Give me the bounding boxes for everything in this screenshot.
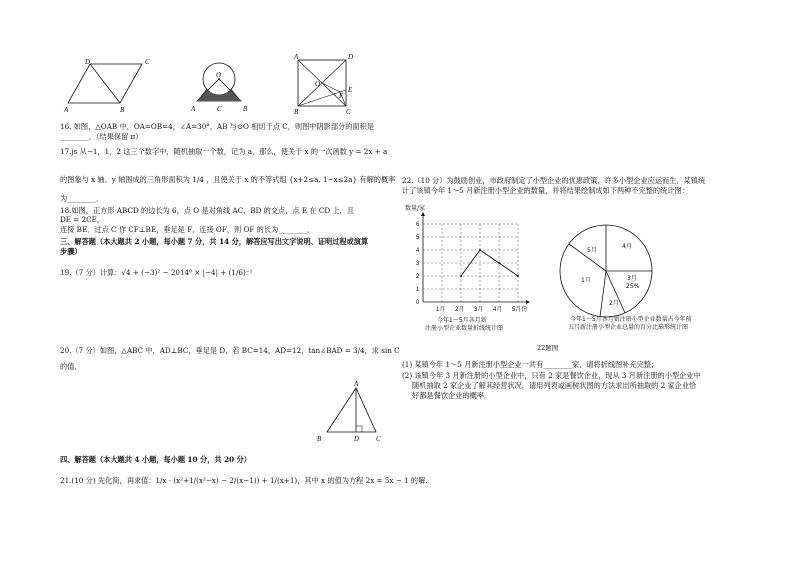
q18-line3: 连接 BE．过点 C 作 CF⊥BE，垂足是 F，连接 OF，则 OF 的长为________． — [60, 225, 315, 234]
x-tick-label: 2月 — [455, 307, 465, 313]
circle-label-o: O — [216, 71, 222, 79]
segment-of — [322, 83, 340, 92]
triangle-label-a: A — [354, 380, 359, 388]
pie-label-5: 5月 — [587, 247, 597, 254]
q22-line1: 22.（10 分）为鼓励创业，市政府制定了小型企业的优惠政策，许多小型企业应运而生．某镇统 — [402, 176, 706, 185]
rhombus-label-b: B — [120, 106, 125, 114]
section4-heading: 四、解答题（本大题共 4 小题，每小题 10 分，共 20 分） — [60, 455, 251, 464]
pie-label-1: 1月 — [581, 277, 591, 284]
square-figure — [290, 52, 370, 114]
square-label-d: D — [348, 53, 354, 61]
y-tick-label: 2 — [416, 274, 420, 280]
pie-label-2: 2月 — [609, 300, 619, 307]
pie-title-2: 五月新注册小型企业总量的百分比扇形统计图 — [568, 324, 689, 331]
circle-figure — [185, 55, 265, 115]
y-tick-label: 1 — [416, 287, 420, 293]
pie-divider-5 — [600, 271, 606, 317]
q16-line2: ________．（结果保留 π） — [60, 132, 143, 141]
section3-heading-line2: 步骤） — [60, 247, 82, 256]
right-angle-mark — [356, 426, 362, 432]
triangle-label-c: C — [376, 435, 381, 443]
square-label-e: E — [348, 86, 353, 94]
q17-line1: 17.js 从−1，1，2 这三个数字中，随机抽取一个数，记为 a，那么，使关于 x 的一次函数 y = 2x + a — [60, 147, 388, 156]
q21: 21.(10 分) 先化简，再求值：1/x · (x²+1/(x²−x) − 2/(x−1)) + 1/(x+1)，其中 x 的值为方程 2x = 5x − 1 的解. — [60, 476, 428, 485]
y-axis-arrow — [421, 212, 425, 216]
circle-label-b: B — [243, 105, 248, 113]
section3-heading-line1: 三、解答题（本大题共 2 小题，每小题 7 分，共 14 分，解答应写出文字说明、证明过程或演算 — [60, 237, 369, 246]
figure-caption: 22题图 — [537, 344, 559, 352]
rhombus-label-d: D — [85, 58, 91, 66]
triangle-label-b: B — [317, 435, 322, 443]
y-tick-label: 3 — [416, 261, 420, 267]
rhombus-label-a: A — [64, 106, 69, 114]
triangle-abc-figure — [312, 378, 392, 443]
pie-label-3: 3月 — [627, 275, 637, 282]
q18-line2: DE = 2CE， — [60, 215, 105, 224]
y-tick-label: 5 — [416, 235, 420, 241]
pie-title-1: 今年1～5月各月新注册小型企业数量占今年前 — [570, 316, 692, 323]
series-point — [460, 275, 462, 277]
line-chart-grid — [421, 212, 530, 304]
pie-value-3: 25% — [626, 283, 640, 290]
line-chart-xticks — [436, 305, 527, 313]
square-label-o: O — [315, 80, 321, 88]
series-point — [479, 249, 481, 251]
x-tick-label: 5月份 — [512, 307, 528, 313]
line-chart-title-2: 注册小型企业数量折线统计图 — [425, 325, 504, 332]
x-tick-label: 3月 — [474, 307, 484, 313]
y-tick-label: 4 — [416, 248, 420, 254]
x-axis-arrow — [526, 300, 530, 304]
q20-line2: 的值． — [60, 362, 82, 371]
q22-sub2-line1: (2) 该镇今年 3 月新注册的小型企业中，只有 2 家是餐饮企业，现从 3 月新注册的小型企业中 — [402, 371, 701, 380]
q18-line1: 18.如图，正方形 ABCD 的边长为 6，点 O 是对角线 AC、BD 的交点，点 E 在 CD 上，且 — [60, 206, 355, 215]
q22-sub1: (1) 某镇今年 1～5 月新注册小型企业一共有________家，请将折线图补充完整； — [402, 360, 659, 369]
q22-sub2-line3: 好都是餐饮企业的概率． — [412, 391, 492, 400]
square-label-c: C — [346, 108, 351, 116]
circle-label-c: C — [217, 105, 222, 113]
line-chart — [395, 200, 545, 340]
series-point — [517, 275, 519, 277]
q20-line1: 20.（7 分）如图，△ABC 中，AD⊥BC，垂足是 D，若 BC=14，AD=12，tan∠BAD = 3/4，求 sin C — [60, 346, 400, 355]
y-tick-label: 6 — [416, 222, 420, 228]
q16-line1: 16. 如图，△OAB 中，OA=OB=4，∠A=30°，AB 与⊙O 相切于点 C，则图中阴影部分的面积是 — [60, 122, 374, 131]
circle-label-a: A — [191, 105, 196, 113]
pie-chart — [540, 215, 690, 335]
line-chart-yticks — [416, 222, 420, 306]
line-chart-ylabel: 数量/家 — [405, 205, 426, 212]
q17-line3: 为________． — [60, 194, 104, 203]
series-point — [498, 262, 500, 264]
rhombus-label-c: C — [145, 58, 150, 66]
q22-sub2-line2: 随机抽取 2 家企业了解其经营状况，请用列表或画树状图的方法求出所抽取的 2 家企业恰 — [412, 381, 697, 390]
line-chart-title-1: 今年1～5月各月新 — [437, 317, 487, 324]
x-tick-label: 1月 — [436, 307, 446, 313]
pie-label-4: 4月 — [622, 243, 632, 250]
q22-line2: 计了该镇今年 1～5 月新注册小型企业的数量，并将结果绘制成如下两种不完整的统计图： — [402, 186, 689, 195]
series-line — [461, 250, 518, 276]
triangle-abc — [327, 388, 376, 432]
triangle-label-d: D — [354, 435, 360, 443]
rhombus-diagonal — [90, 64, 120, 103]
square-label-a: A — [294, 53, 299, 61]
rhombus-figure — [60, 55, 160, 115]
x-tick-label: 4月 — [493, 307, 503, 313]
square-label-b: B — [294, 108, 299, 116]
q19: 19.（7 分）计算：√4 + (−3)² − 2014⁰ × |−4| + (1/6)⁻¹ — [60, 268, 253, 277]
y-tick-label: 0 — [416, 300, 420, 306]
q17-line2: 的图象与 x 轴、y 轴围成的三角形面积为 1/4 ，且使关于 x 的不等式组 {x+2≤a, 1−x≤2a} 有解的概率 — [60, 175, 396, 184]
square-label-f: F — [339, 92, 344, 100]
